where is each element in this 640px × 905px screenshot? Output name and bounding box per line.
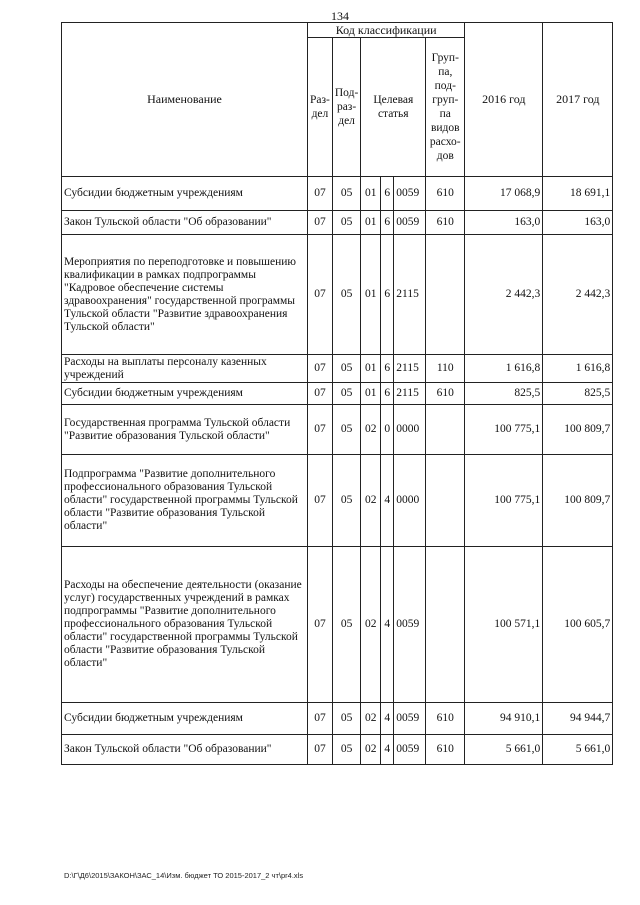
row-target-subprogram: 6 — [381, 383, 394, 405]
row-section: 07 — [308, 211, 333, 235]
row-subsection: 05 — [332, 547, 360, 703]
row-expense-type — [426, 455, 465, 547]
row-target-direction: 0059 — [394, 703, 426, 735]
row-target-subprogram: 6 — [381, 177, 394, 211]
page-number: 134 — [331, 9, 349, 23]
row-name: Закон Тульской области "Об образовании" — [62, 211, 308, 235]
row-name: Государственная программа Тульской области "Развитие образования Тульской области" — [62, 405, 308, 455]
row-target-program: 02 — [361, 735, 381, 765]
row-target-program: 02 — [361, 703, 381, 735]
row-target-program: 01 — [361, 383, 381, 405]
row-target-direction: 0059 — [394, 547, 426, 703]
row-amount-2016: 100 775,1 — [465, 405, 543, 455]
table-row — [62, 547, 613, 703]
row-name: Субсидии бюджетным учреждениям — [62, 383, 308, 405]
row-name: Расходы на обеспечение деятельности (оказание услуг) государственных учреждений в рамках подпрограммы "Развитие дополнительного профессионального образования Тульской области" государственной программы Тульской области "Развитие образования Тульской области" — [62, 547, 308, 703]
row-target-direction: 0000 — [394, 455, 426, 547]
row-amount-2016: 1 616,8 — [465, 355, 543, 383]
row-subsection: 05 — [332, 355, 360, 383]
header-expense-group: Груп- па, под- груп- па видов расхо- дов — [426, 38, 465, 177]
budget-table — [61, 22, 613, 765]
row-amount-2017: 18 691,1 — [543, 177, 613, 211]
row-amount-2016: 100 775,1 — [465, 455, 543, 547]
table-row — [62, 211, 613, 235]
row-section: 07 — [308, 177, 333, 211]
row-target-subprogram: 6 — [381, 211, 394, 235]
row-subsection: 05 — [332, 703, 360, 735]
row-name: Мероприятия по переподготовке и повышению квалификации в рамках подпрограммы "Кадровое обеспечение системы здравоохранения" государственной программы Тульской области "Развитие здравоохранения Тульской области" — [62, 235, 308, 355]
row-amount-2017: 100 809,7 — [543, 405, 613, 455]
row-section: 07 — [308, 405, 333, 455]
row-expense-type: 610 — [426, 383, 465, 405]
table-body — [62, 177, 613, 765]
row-amount-2017: 1 616,8 — [543, 355, 613, 383]
row-expense-type — [426, 235, 465, 355]
row-target-program: 02 — [361, 547, 381, 703]
row-amount-2016: 100 571,1 — [465, 547, 543, 703]
row-subsection: 05 — [332, 405, 360, 455]
row-name: Расходы на выплаты персоналу казенных учреждений — [62, 355, 308, 383]
row-subsection: 05 — [332, 235, 360, 355]
row-amount-2016: 94 910,1 — [465, 703, 543, 735]
row-name: Подпрограмма "Развитие дополнительного профессионального образования Тульской области" государственной программы Тульской области "Развитие образования Тульской области" — [62, 455, 308, 547]
row-subsection: 05 — [332, 735, 360, 765]
row-target-subprogram: 4 — [381, 703, 394, 735]
row-section: 07 — [308, 703, 333, 735]
row-subsection: 05 — [332, 177, 360, 211]
row-expense-type: 610 — [426, 177, 465, 211]
row-expense-type: 610 — [426, 735, 465, 765]
row-amount-2016: 825,5 — [465, 383, 543, 405]
row-subsection: 05 — [332, 455, 360, 547]
row-amount-2017: 94 944,7 — [543, 703, 613, 735]
row-expense-type — [426, 547, 465, 703]
row-target-direction: 0000 — [394, 405, 426, 455]
row-section: 07 — [308, 383, 333, 405]
row-expense-type: 110 — [426, 355, 465, 383]
row-target-direction: 0059 — [394, 177, 426, 211]
row-target-direction: 0059 — [394, 735, 426, 765]
row-amount-2017: 2 442,3 — [543, 235, 613, 355]
row-amount-2016: 17 068,9 — [465, 177, 543, 211]
header-target-article: Целевая статья — [361, 38, 426, 177]
table-row — [62, 703, 613, 735]
table-row — [62, 355, 613, 383]
row-section: 07 — [308, 355, 333, 383]
row-target-subprogram: 6 — [381, 235, 394, 355]
table-row — [62, 177, 613, 211]
row-target-program: 01 — [361, 235, 381, 355]
row-amount-2017: 825,5 — [543, 383, 613, 405]
row-target-subprogram: 4 — [381, 547, 394, 703]
row-subsection: 05 — [332, 211, 360, 235]
row-section: 07 — [308, 547, 333, 703]
row-section: 07 — [308, 735, 333, 765]
table-row — [62, 383, 613, 405]
row-target-direction: 2115 — [394, 235, 426, 355]
row-section: 07 — [308, 235, 333, 355]
row-expense-type: 610 — [426, 211, 465, 235]
row-amount-2017: 100 809,7 — [543, 455, 613, 547]
row-target-program: 01 — [361, 177, 381, 211]
row-expense-type — [426, 405, 465, 455]
header-year-2016: 2016 год — [465, 23, 543, 177]
row-name: Субсидии бюджетным учреждениям — [62, 703, 308, 735]
row-amount-2016: 5 661,0 — [465, 735, 543, 765]
row-name: Закон Тульской области "Об образовании" — [62, 735, 308, 765]
header-section: Раз- дел — [308, 38, 333, 177]
row-subsection: 05 — [332, 383, 360, 405]
row-section: 07 — [308, 455, 333, 547]
row-target-program: 02 — [361, 405, 381, 455]
header-year-2017: 2017 год — [543, 23, 613, 177]
row-target-program: 01 — [361, 211, 381, 235]
row-target-subprogram: 4 — [381, 735, 394, 765]
table-row — [62, 235, 613, 355]
row-name: Субсидии бюджетным учреждениям — [62, 177, 308, 211]
file-path-footer: D:\Г\Д6\2015\ЗАКОН\ЗАС_14\Изм. бюджет ТО 2015-2017_2 чт\pr4.xls — [64, 871, 304, 880]
row-amount-2017: 163,0 — [543, 211, 613, 235]
row-amount-2017: 5 661,0 — [543, 735, 613, 765]
row-amount-2016: 163,0 — [465, 211, 543, 235]
header-subsection: Под- раз- дел — [332, 38, 360, 177]
row-target-subprogram: 0 — [381, 405, 394, 455]
row-target-subprogram: 6 — [381, 355, 394, 383]
row-target-program: 01 — [361, 355, 381, 383]
row-target-direction: 2115 — [394, 383, 426, 405]
table-row — [62, 405, 613, 455]
table-row — [62, 455, 613, 547]
row-amount-2016: 2 442,3 — [465, 235, 543, 355]
table-header — [62, 23, 613, 177]
header-classification-code: Код классификации — [308, 23, 465, 38]
header-name: Наименование — [62, 23, 308, 177]
row-target-subprogram: 4 — [381, 455, 394, 547]
row-target-direction: 0059 — [394, 211, 426, 235]
row-amount-2017: 100 605,7 — [543, 547, 613, 703]
row-target-program: 02 — [361, 455, 381, 547]
table-row — [62, 735, 613, 765]
row-expense-type: 610 — [426, 703, 465, 735]
row-target-direction: 2115 — [394, 355, 426, 383]
